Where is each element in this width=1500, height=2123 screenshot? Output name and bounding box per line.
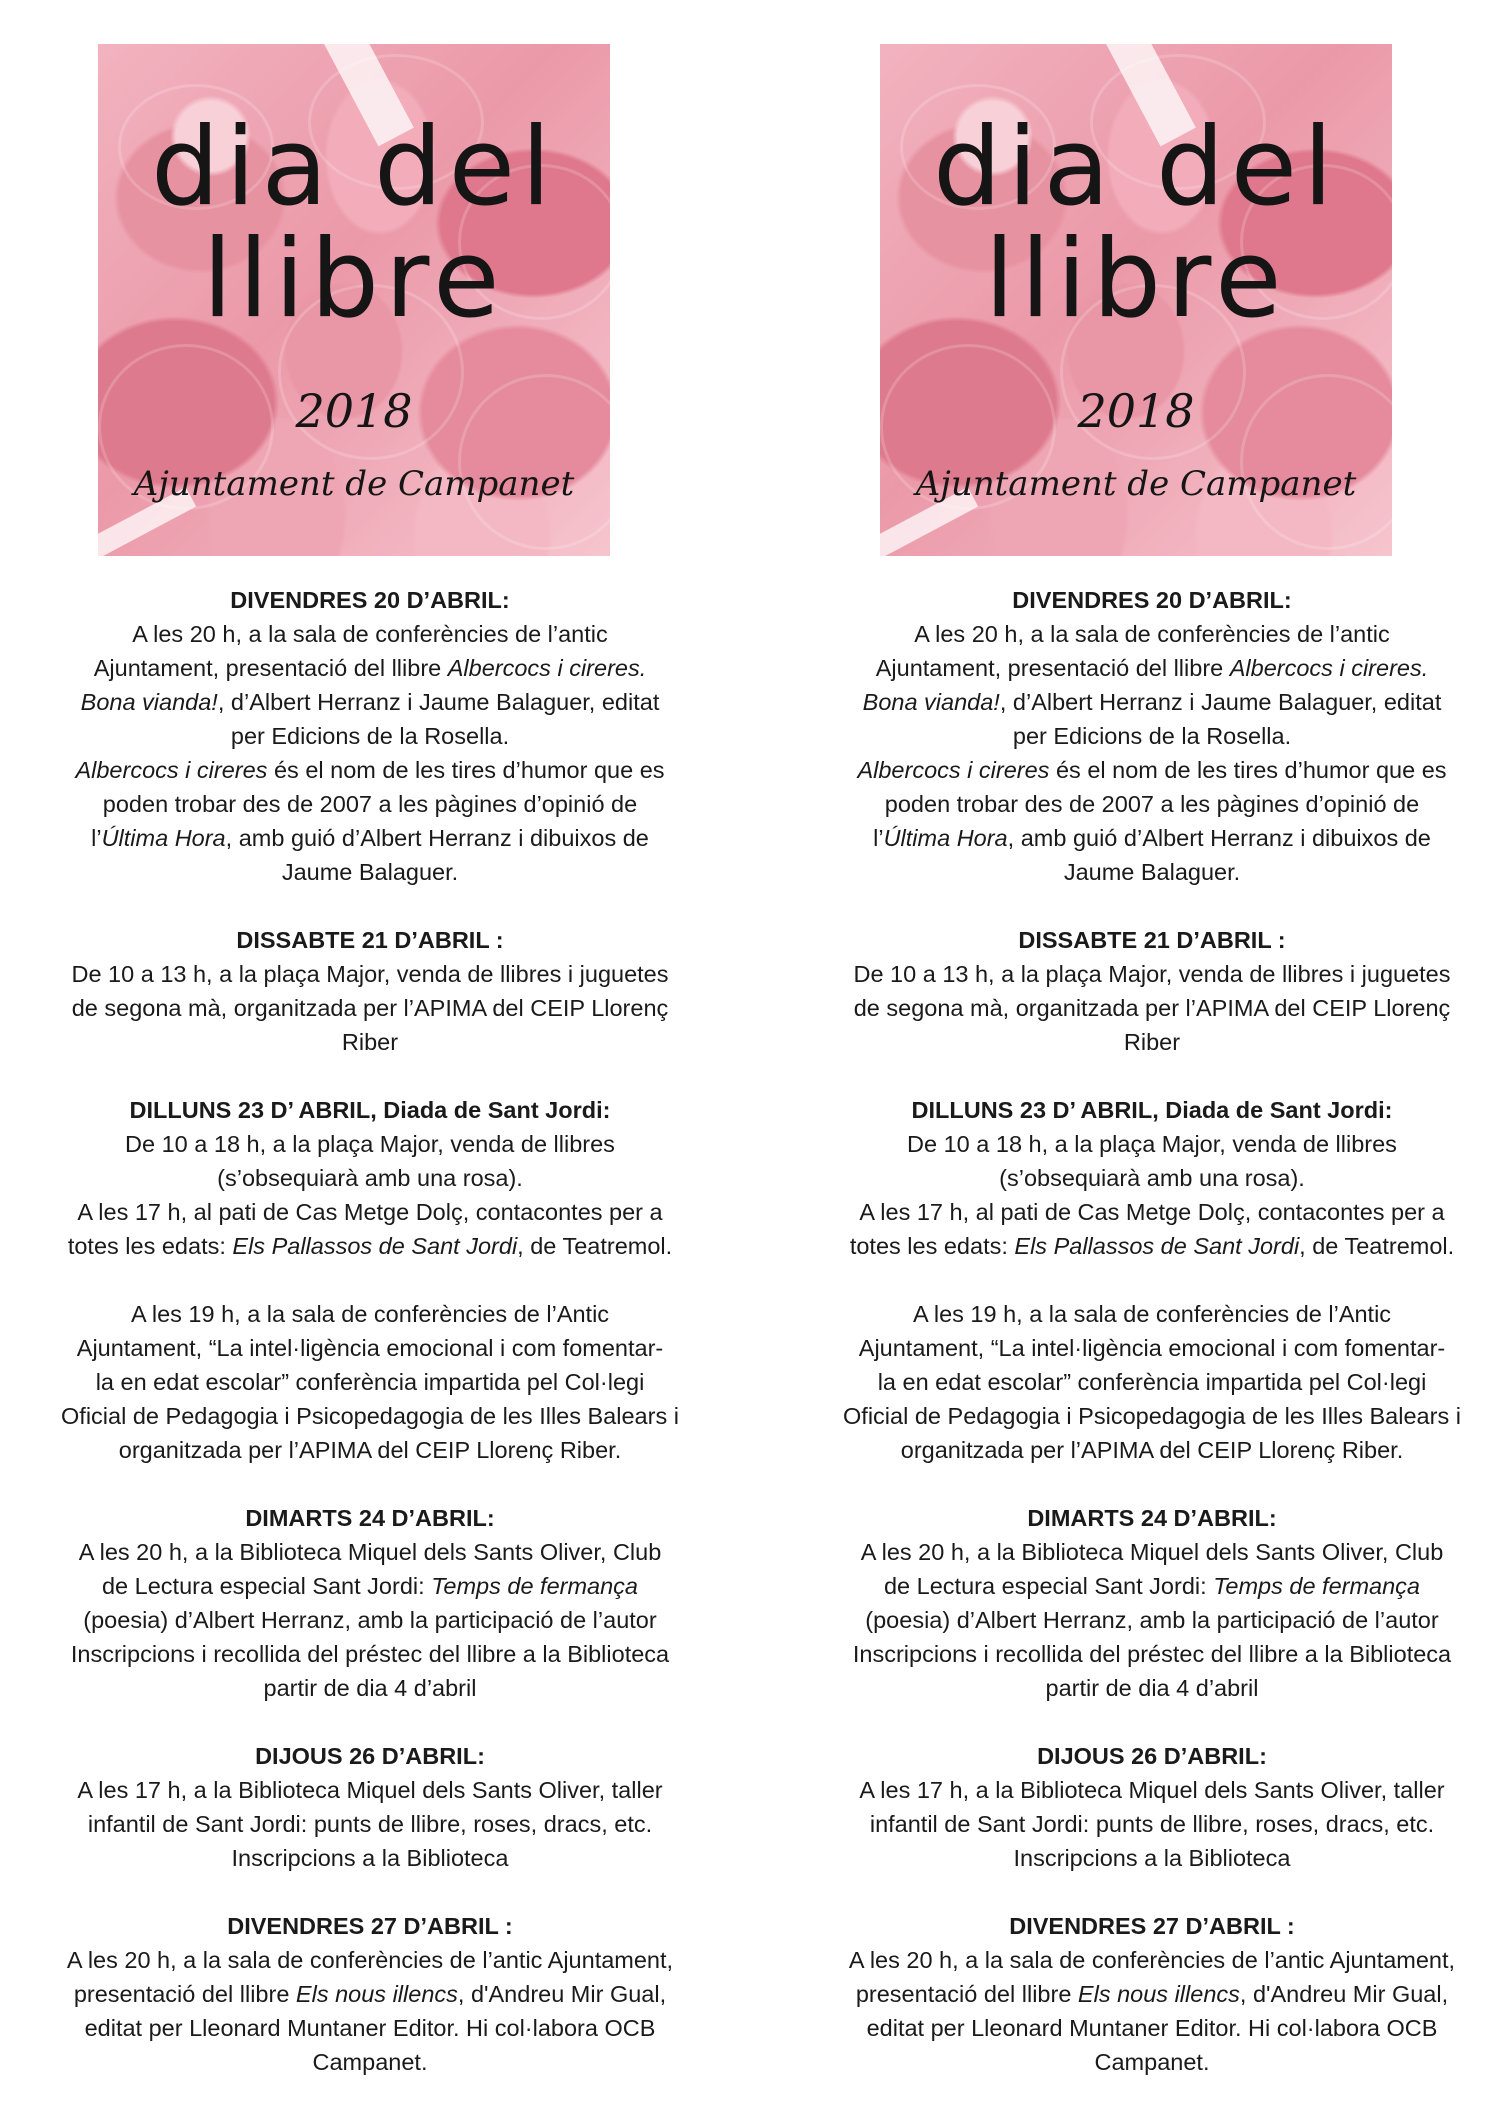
- event-text: partir de dia 4 d’abril: [263, 1675, 477, 1701]
- event-text: Inscripcions a la Biblioteca: [1013, 1845, 1291, 1871]
- event-text: de segona mà, organitzada per l’APIMA del CEIP Llorenç: [853, 995, 1451, 1021]
- event-heading: DIMARTS 24 D’ABRIL:: [1027, 1505, 1277, 1531]
- event-heading: DILLUNS 23 D’ ABRIL, Diada de Sant Jordi:: [129, 1097, 611, 1123]
- event-text: A les 20 h, a la sala de conferències de l’antic Ajuntament,: [848, 1947, 1456, 1973]
- event-text: Albercocs i cireres és el nom de les tires d’humor que es: [857, 757, 1447, 783]
- event-heading: DIJOUS 26 D’ABRIL:: [255, 1743, 485, 1769]
- event-text: Oficial de Pedagogia i Psicopedagogia de les Illes Balears i: [61, 1403, 679, 1429]
- event-text: A les 20 h, a la sala de conferències de l’antic: [132, 621, 608, 647]
- poster-title-line2: llibre: [984, 217, 1288, 342]
- event-text: Campanet.: [312, 2049, 428, 2075]
- event-text: l’Última Hora, amb guió d’Albert Herranz i dibuixos de: [873, 825, 1431, 851]
- event-text: Jaume Balaguer.: [281, 859, 459, 885]
- event-text: Jaume Balaguer.: [1063, 859, 1241, 885]
- flyer-left: [0, 0, 740, 2123]
- event-heading: DIVENDRES 27 D’ABRIL :: [1009, 1913, 1295, 1939]
- event-heading: DIJOUS 26 D’ABRIL:: [1037, 1743, 1267, 1769]
- event-text: Bona vianda!, d’Albert Herranz i Jaume Balaguer, editat: [80, 689, 660, 715]
- event-text: presentació del llibre Els nous illencs, d'Andreu Mir Gual,: [73, 1981, 667, 2007]
- event-text: Inscripcions a la Biblioteca: [231, 1845, 509, 1871]
- event-text: organitzada per l’APIMA del CEIP Llorenç Riber.: [900, 1437, 1404, 1463]
- event-text: Inscripcions i recollida del préstec del llibre a la Biblioteca: [852, 1641, 1452, 1667]
- poster-organizer: Ajuntament de Campanet: [133, 464, 575, 504]
- event-text: Oficial de Pedagogia i Psicopedagogia de les Illes Balears i: [843, 1403, 1461, 1429]
- poster-image: [880, 44, 1392, 556]
- poster-year: 2018: [295, 384, 413, 438]
- poster-image: [98, 44, 610, 556]
- event-text: la en edat escolar” conferència impartida pel Col·legi: [95, 1369, 645, 1395]
- event-program: [802, 583, 1500, 2079]
- event-text: de Lectura especial Sant Jordi: Temps de fermança: [101, 1573, 639, 1599]
- event-text: partir de dia 4 d’abril: [1045, 1675, 1259, 1701]
- event-text: editat per Lleonard Muntaner Editor. Hi col·labora OCB: [866, 2015, 1438, 2041]
- event-text: A les 17 h, a la Biblioteca Miquel dels Sants Oliver, taller: [77, 1777, 663, 1803]
- event-text: organitzada per l’APIMA del CEIP Llorenç Riber.: [118, 1437, 622, 1463]
- event-text: editat per Lleonard Muntaner Editor. Hi col·labora OCB: [84, 2015, 656, 2041]
- event-text: A les 17 h, a la Biblioteca Miquel dels Sants Oliver, taller: [859, 1777, 1445, 1803]
- event-heading: DIVENDRES 20 D’ABRIL:: [1012, 587, 1292, 613]
- event-text: Riber: [341, 1029, 399, 1055]
- event-heading: DIMARTS 24 D’ABRIL:: [245, 1505, 495, 1531]
- flyer-right: [782, 0, 1500, 2123]
- event-text: de Lectura especial Sant Jordi: Temps de fermança: [883, 1573, 1421, 1599]
- event-text: poden trobar des de 2007 a les pàgines d’opinió de: [884, 791, 1420, 817]
- event-text: presentació del llibre Els nous illencs, d'Andreu Mir Gual,: [855, 1981, 1449, 2007]
- event-text: Campanet.: [1094, 2049, 1210, 2075]
- event-text: A les 17 h, al pati de Cas Metge Dolç, contacontes per a: [859, 1199, 1445, 1225]
- event-text: Albercocs i cireres és el nom de les tires d’humor que es: [75, 757, 665, 783]
- event-text: A les 20 h, a la Biblioteca Miquel dels Sants Oliver, Club: [860, 1539, 1444, 1565]
- event-text: totes les edats: Els Pallassos de Sant Jordi, de Teatremol.: [67, 1233, 673, 1259]
- event-text: A les 20 h, a la sala de conferències de l’antic Ajuntament,: [66, 1947, 674, 1973]
- event-text: de segona mà, organitzada per l’APIMA del CEIP Llorenç: [71, 995, 669, 1021]
- poster-title: [880, 105, 1392, 342]
- event-text: A les 20 h, a la sala de conferències de l’antic: [914, 621, 1390, 647]
- poster-title-line1: dia del: [150, 105, 558, 230]
- event-program: [20, 583, 720, 2079]
- event-text: Bona vianda!, d’Albert Herranz i Jaume Balaguer, editat: [862, 689, 1442, 715]
- event-text: De 10 a 18 h, a la plaça Major, venda de llibres: [125, 1131, 615, 1157]
- event-text: Inscripcions i recollida del préstec del llibre a la Biblioteca: [70, 1641, 670, 1667]
- poster-title: [98, 105, 610, 342]
- event-text: Ajuntament, “La intel·ligència emocional i com fomentar-: [858, 1335, 1446, 1361]
- event-text: la en edat escolar” conferència impartida pel Col·legi: [877, 1369, 1427, 1395]
- event-text: A les 19 h, a la sala de conferències de l’Antic: [912, 1301, 1392, 1327]
- event-heading: DIVENDRES 27 D’ABRIL :: [227, 1913, 513, 1939]
- event-text: infantil de Sant Jordi: punts de llibre, roses, dracs, etc.: [869, 1811, 1435, 1837]
- event-text: A les 19 h, a la sala de conferències de l’Antic: [130, 1301, 610, 1327]
- event-text: l’Última Hora, amb guió d’Albert Herranz i dibuixos de: [91, 825, 649, 851]
- event-text: Ajuntament, presentació del llibre Albercocs i cireres.: [875, 655, 1429, 681]
- event-text: per Edicions de la Rosella.: [1012, 723, 1292, 749]
- event-text: totes les edats: Els Pallassos de Sant Jordi, de Teatremol.: [849, 1233, 1455, 1259]
- event-text: De 10 a 13 h, a la plaça Major, venda de llibres i juguetes: [71, 961, 669, 987]
- event-text: Ajuntament, “La intel·ligència emocional i com fomentar-: [76, 1335, 664, 1361]
- event-heading: DILLUNS 23 D’ ABRIL, Diada de Sant Jordi:: [911, 1097, 1393, 1123]
- event-text: A les 20 h, a la Biblioteca Miquel dels Sants Oliver, Club: [78, 1539, 662, 1565]
- event-text: De 10 a 18 h, a la plaça Major, venda de llibres: [907, 1131, 1397, 1157]
- event-heading: DISSABTE 21 D’ABRIL :: [236, 927, 504, 953]
- poster-year: 2018: [1077, 384, 1195, 438]
- event-text: Riber: [1123, 1029, 1181, 1055]
- event-text: (s’obsequiarà amb una rosa).: [999, 1165, 1305, 1191]
- event-text: per Edicions de la Rosella.: [230, 723, 510, 749]
- poster-title-line1: dia del: [932, 105, 1340, 230]
- event-heading: DIVENDRES 20 D’ABRIL:: [230, 587, 510, 613]
- event-text: (s’obsequiarà amb una rosa).: [217, 1165, 523, 1191]
- event-text: (poesia) d’Albert Herranz, amb la participació de l’autor: [83, 1607, 657, 1633]
- event-text: poden trobar des de 2007 a les pàgines d’opinió de: [102, 791, 638, 817]
- event-text: Ajuntament, presentació del llibre Albercocs i cireres.: [93, 655, 647, 681]
- event-text: De 10 a 13 h, a la plaça Major, venda de llibres i juguetes: [853, 961, 1451, 987]
- poster-organizer: Ajuntament de Campanet: [915, 464, 1357, 504]
- poster-title-line2: llibre: [202, 217, 506, 342]
- event-heading: DISSABTE 21 D’ABRIL :: [1018, 927, 1286, 953]
- event-text: A les 17 h, al pati de Cas Metge Dolç, contacontes per a: [77, 1199, 663, 1225]
- event-text: infantil de Sant Jordi: punts de llibre, roses, dracs, etc.: [87, 1811, 653, 1837]
- event-text: (poesia) d’Albert Herranz, amb la participació de l’autor: [865, 1607, 1439, 1633]
